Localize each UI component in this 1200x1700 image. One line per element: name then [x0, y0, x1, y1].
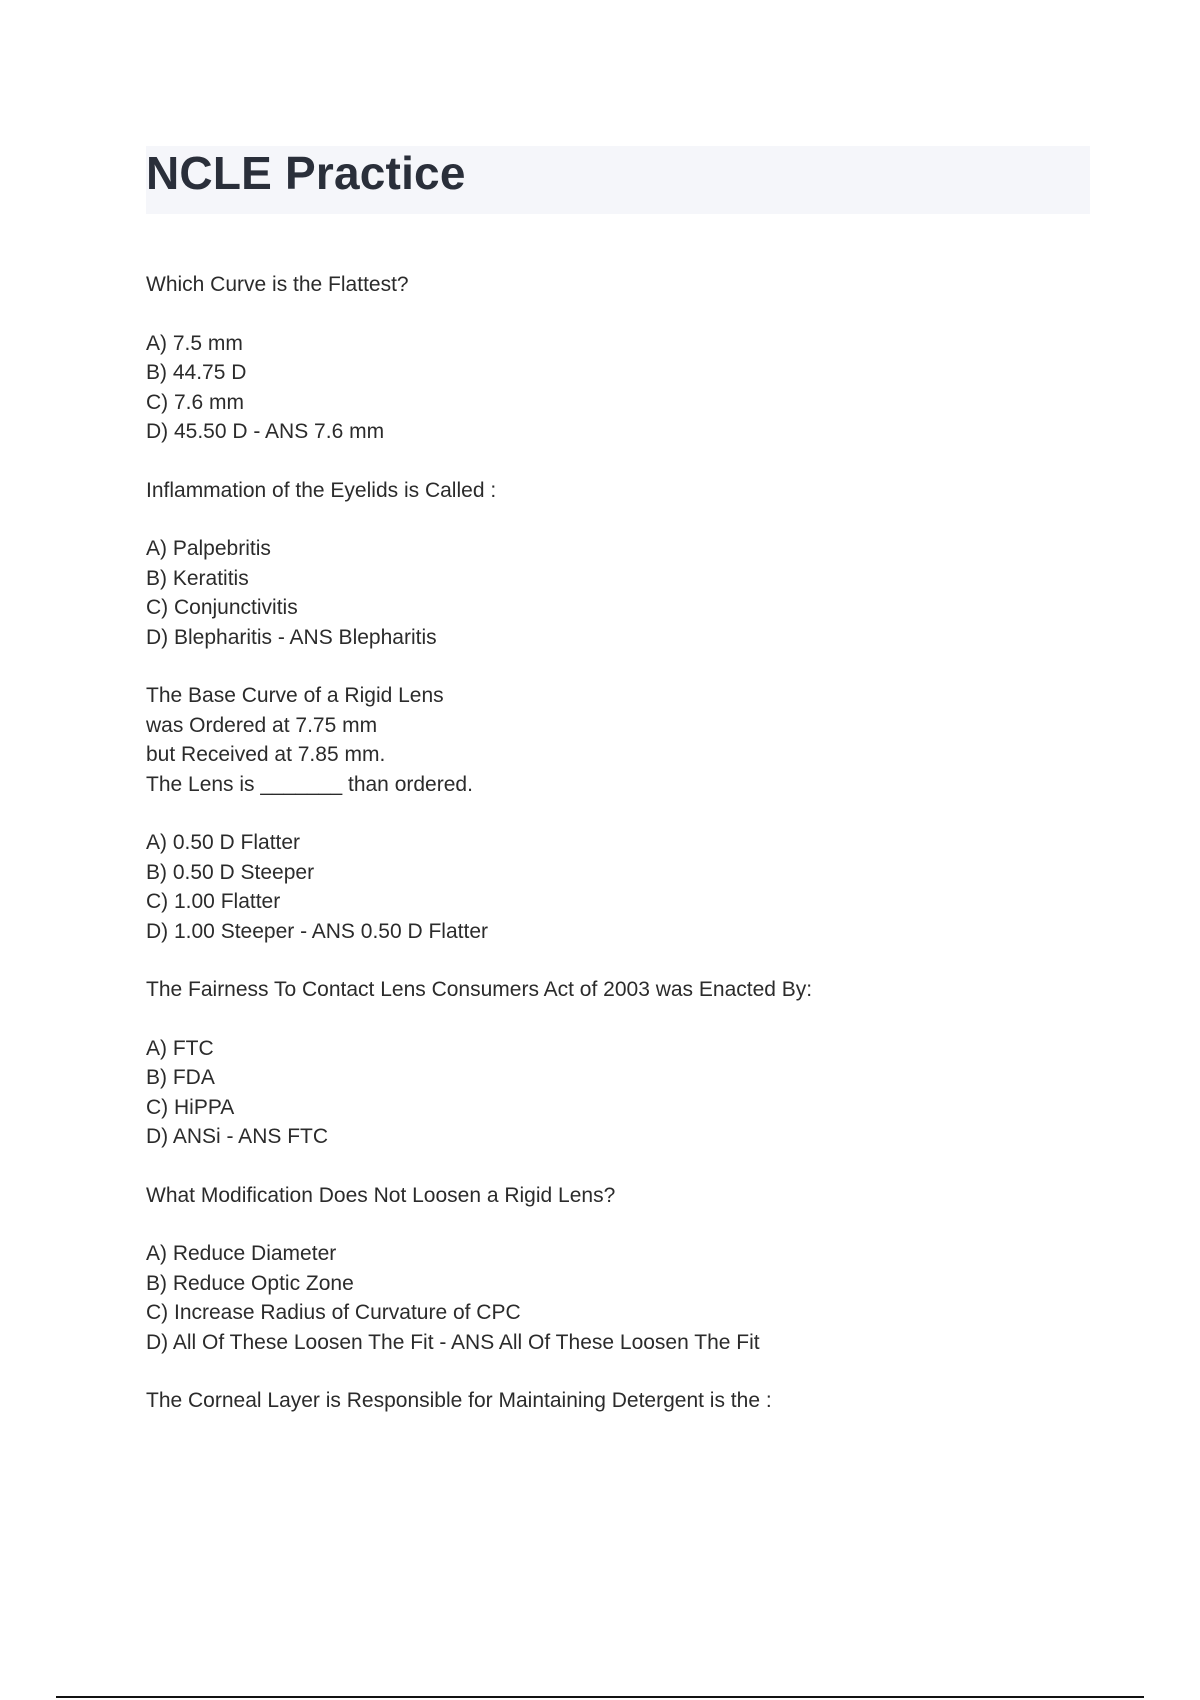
- question-prompt: [146, 681, 1090, 799]
- question-prompt-line: What Modification Does Not Loosen a Rigid Lens?: [146, 1183, 616, 1207]
- answer-option: B) Keratitis: [146, 566, 249, 590]
- answer-option: A) Reduce Diameter: [146, 1242, 337, 1265]
- page-title: NCLE Practice: [146, 147, 466, 199]
- footer-divider: [56, 1696, 1144, 1698]
- question-prompt-line: The Base Curve of a Rigid Lens: [146, 684, 444, 707]
- answer-option: D) ANSi - ANS FTC: [146, 1125, 329, 1148]
- answer-options: [146, 1034, 1090, 1152]
- answer-option: B) Reduce Optic Zone: [146, 1271, 354, 1295]
- question-prompt-line: Which Curve is the Flattest?: [146, 273, 409, 296]
- answer-option: D) 45.50 D - ANS 7.6 mm: [146, 420, 385, 443]
- answer-option: D) Blepharitis - ANS Blepharitis: [146, 625, 437, 649]
- question-prompt-line: was Ordered at 7.75 mm: [146, 713, 378, 737]
- answer-options: [146, 828, 1090, 946]
- question-prompt: [146, 975, 1090, 1005]
- answer-option: A) 7.5 mm: [146, 331, 243, 355]
- answer-option: C) HiPPA: [146, 1095, 235, 1119]
- question-prompt-line: Inflammation of the Eyelids is Called :: [146, 478, 497, 502]
- question-prompt: [146, 476, 1090, 506]
- answer-option: A) 0.50 D Flatter: [146, 831, 301, 854]
- answer-option: B) FDA: [146, 1066, 215, 1089]
- answer-option: B) 0.50 D Steeper: [146, 860, 315, 884]
- answer-option: C) 7.6 mm: [146, 390, 245, 414]
- question-prompt: [146, 1181, 1090, 1211]
- question-prompt-line: but Received at 7.85 mm.: [146, 743, 386, 766]
- answer-option: C) 1.00 Flatter: [146, 890, 281, 913]
- answer-option: B) 44.75 D: [146, 361, 247, 384]
- answer-options: [146, 329, 1090, 447]
- answer-option: D) 1.00 Steeper - ANS 0.50 D Flatter: [146, 919, 488, 943]
- question-block: [146, 270, 1090, 447]
- question-prompt-line: The Fairness To Contact Lens Consumers Act of 2003 was Enacted By:: [146, 978, 813, 1001]
- question-block: [146, 476, 1090, 653]
- answer-options: [146, 1239, 1090, 1357]
- question-prompt: [146, 270, 1090, 300]
- answer-option: A) FTC: [146, 1036, 214, 1060]
- answer-option: A) Palpebritis: [146, 537, 271, 560]
- question-block: [146, 1386, 1090, 1416]
- answer-options: [146, 534, 1090, 652]
- question-block: [146, 1181, 1090, 1358]
- question-prompt-line: The Lens is _______ than ordered.: [146, 772, 473, 796]
- question-block: [146, 975, 1090, 1152]
- answer-option: C) Conjunctivitis: [146, 596, 298, 619]
- question-block: [146, 681, 1090, 946]
- question-prompt-line: The Corneal Layer is Responsible for Maintaining Detergent is the :: [146, 1389, 772, 1412]
- question-list: [146, 270, 1090, 1445]
- answer-option: C) Increase Radius of Curvature of CPC: [146, 1301, 521, 1324]
- question-prompt: [146, 1386, 1090, 1416]
- answer-option: D) All Of These Loosen The Fit - ANS All Of These Loosen The Fit: [146, 1330, 760, 1354]
